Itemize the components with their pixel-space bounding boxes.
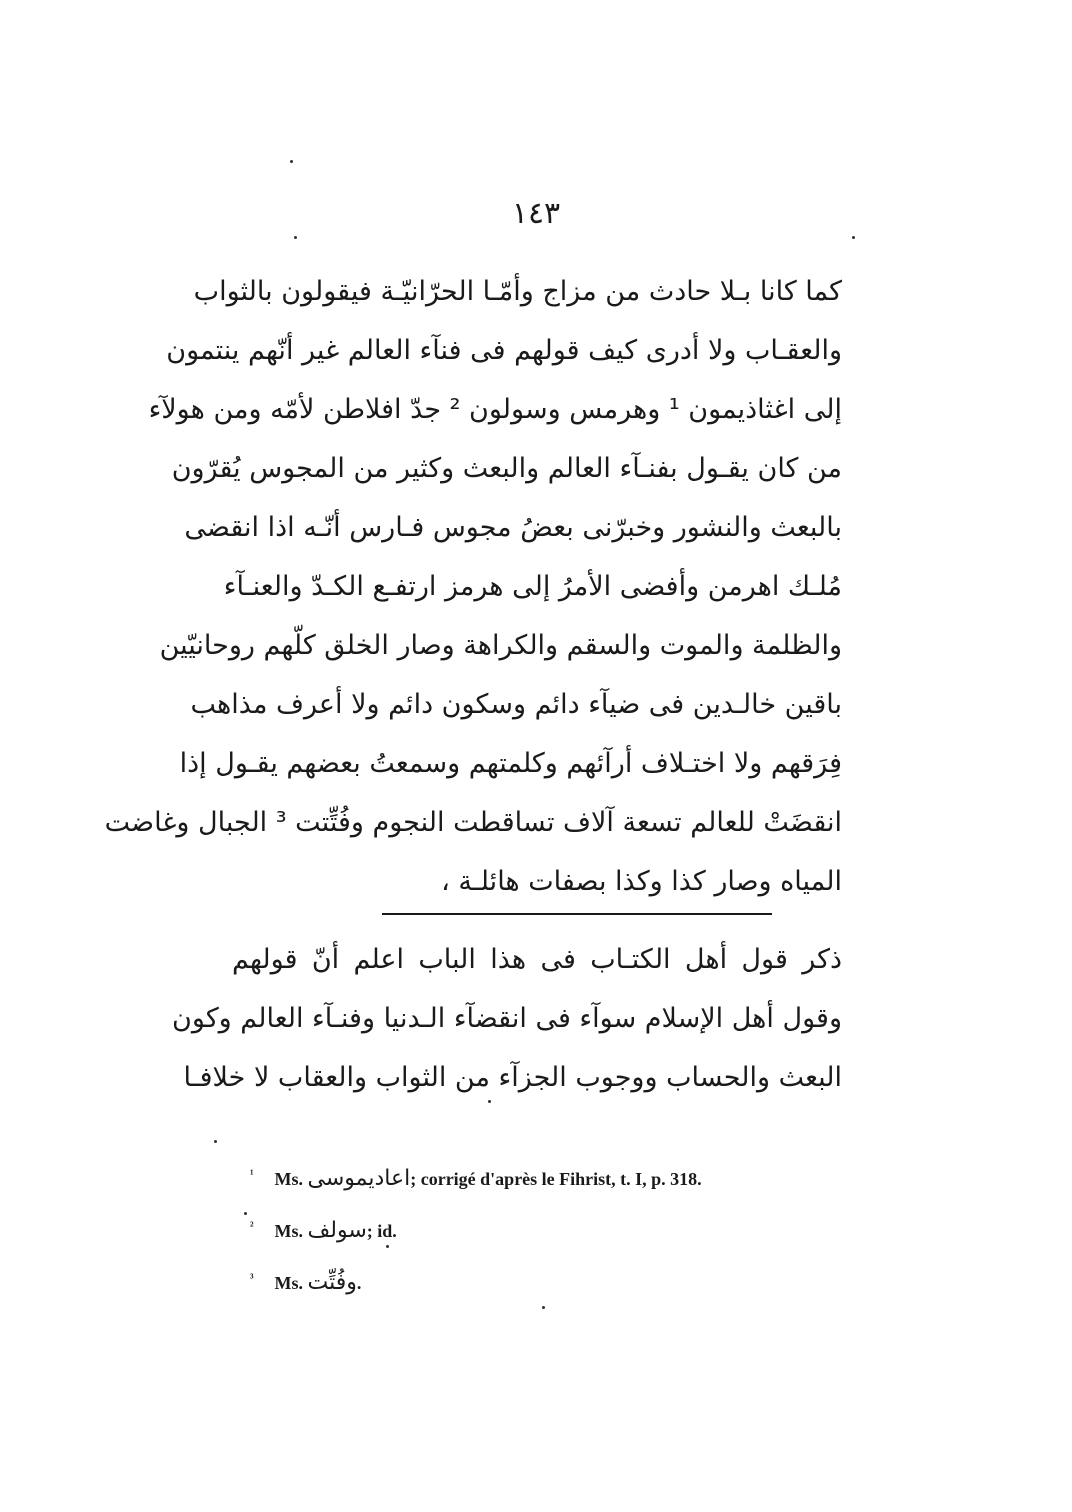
paragraph-2 [172, 930, 842, 1107]
footnote-2 [250, 1200, 810, 1252]
footnote-arabic: اعاديموسى [307, 1166, 411, 1191]
scan-speck [290, 160, 293, 163]
text-line: إلى اغثاذيمون ¹ وهرمس وسولون ² جدّ افلاطن لأمّه ومن هولآء [148, 394, 842, 425]
scan-speck [852, 236, 855, 239]
footnote-note: . [356, 1273, 362, 1293]
footnote-marker: ³ [250, 1271, 254, 1285]
footnotes [250, 1148, 810, 1304]
scan-speck [488, 1100, 491, 1103]
text-line: وقول أهل الإسلام سوآء فى انقضآء الـدنيا وفنـآء العالم وكون [172, 1003, 842, 1034]
footnote-1 [250, 1148, 810, 1200]
text-line: المياه وصار كذا وكذا بصفات هائلـة ، [441, 866, 842, 897]
footnote-ms: Ms. [274, 1221, 303, 1241]
text-line: انقضَتْ للعالم تسعة آلاف تساقطت النجوم وفُتِّتت ³ الجبال وغاضت [104, 807, 842, 838]
scan-speck [214, 1140, 217, 1143]
footnote-ms: Ms. [274, 1169, 303, 1189]
text-line: والعقـاب ولا أدرى كيف قولهم فى فنآء العالم غير أنّهم ينتمون [166, 335, 842, 366]
footnote-marker: ¹ [250, 1167, 254, 1181]
footnote-note: ; id. [366, 1221, 397, 1241]
scan-speck [294, 236, 297, 239]
page-number: ١٤٣ [511, 196, 561, 231]
text-line: مُلـك اهرمن وأفضى الأمرُ إلى هرمز ارتفـع الكـدّ والعنـآء [223, 571, 842, 602]
scan-speck [386, 1245, 389, 1248]
footnote-note: ; corrigé d'après le Fihrist, t. I, p. 318. [410, 1169, 702, 1189]
footnote-arabic: سولف [307, 1218, 367, 1243]
footnote-3 [250, 1252, 810, 1304]
text-line: ذكر قول أهل الكتـاب فى هذا الباب اعلم أنّ قولهم [232, 944, 842, 975]
text-line: باقين خالـدين فى ضيآء دائم وسكون دائم ولا أعرف مذاهب [190, 689, 842, 720]
section-divider [382, 913, 772, 915]
text-line: والظلمة والموت والسقم والكراهة وصار الخلق كلّهم روحانيّين [159, 630, 842, 661]
scan-speck [542, 1306, 545, 1309]
text-line: فِرَقهم ولا اختـلاف أرآئهم وكلمتهم وسمعتُ بعضهم يقـول إذا [179, 748, 842, 779]
paragraph-1 [104, 262, 842, 911]
scan-speck [244, 1212, 247, 1215]
text-line: البعث والحساب ووجوب الجزآء من الثواب والعقاب لا خلافـا [183, 1062, 842, 1093]
footnote-ms: Ms. [274, 1273, 303, 1293]
text-line: من كان يقـول بفنـآء العالم والبعث وكثير من المجوس يُقرّون [171, 453, 842, 484]
text-line: بالبعث والنشور وخبرّنى بعضُ مجوس فـارس أنّـه اذا انقضى [184, 512, 842, 543]
footnote-marker: ² [250, 1219, 254, 1233]
text-line: كما كانا بـلا حادث من مزاج وأمّـا الحرّانيّـة فيقولون بالثواب [193, 276, 842, 307]
footnote-arabic: وفُتِّت [307, 1270, 357, 1295]
